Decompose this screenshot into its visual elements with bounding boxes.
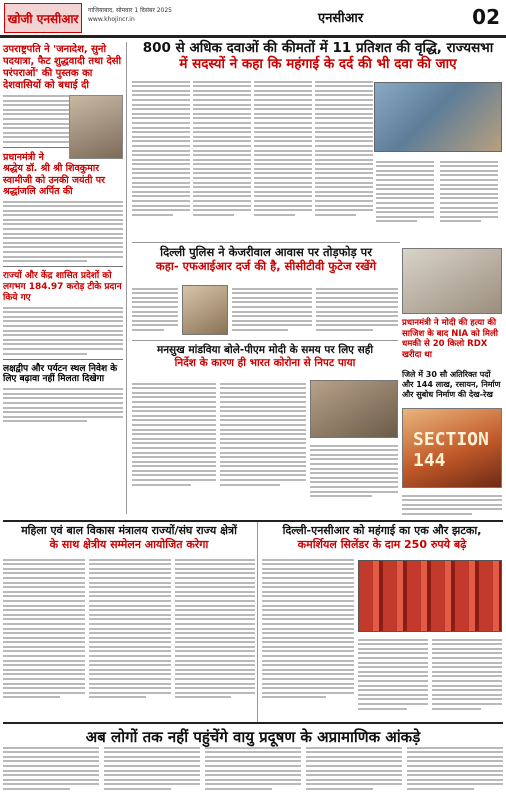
bottom-band-rule <box>3 520 503 522</box>
pm-photo <box>402 248 502 314</box>
vice-president-photo <box>69 95 123 159</box>
column-divider <box>257 522 258 722</box>
newspaper-logo <box>4 3 82 33</box>
story3-body <box>220 380 306 488</box>
issue-date: गाजियाबाद, सोमवार 1 दिसंबर 2025 <box>88 7 172 14</box>
story2-body <box>316 285 398 334</box>
ministry-story-body <box>175 556 255 701</box>
story2-body <box>132 285 178 334</box>
bottom-story-body <box>3 744 503 796</box>
bottom-story-headline: अब लोगों तक नहीं पहुंचेंगे वायु प्रदूषण के अप्रामाणिक आंकड़े <box>3 722 503 747</box>
left-news-column <box>3 42 127 514</box>
page-number: 02 <box>472 5 500 29</box>
story2-body <box>232 285 312 334</box>
top-headline-line-2: में सदस्यों ने कहा कि महंगाई के दर्द की भी दवा की जाए <box>179 56 457 73</box>
cylinder-headline-line-2: कमर्शियल सिलेंडर के दाम 250 रुपये बढ़े <box>297 538 467 551</box>
masthead <box>0 0 506 38</box>
ministry-story-body <box>89 556 171 701</box>
story3-headline-line-1: मनसुख मांडविया बोले-पीएम मोदी के समय पर लिए सही <box>156 344 374 356</box>
story3-body <box>132 380 216 488</box>
left-headline-2: प्रधानमंत्री ने श्रद्धेय डॉ. श्री श्री शिवकुमार स्वामीजी को उनकी जयंती पर श्रद्धांजलि अर्पित की <box>3 151 106 198</box>
cylinder-story-body <box>432 636 502 712</box>
story3-body <box>310 442 398 500</box>
story3-headline <box>132 340 398 369</box>
ministry-headline-line-2: के साथ क्षेत्रीय सम्मेलन आयोजित करेगा <box>49 538 209 551</box>
section-144-photo <box>402 408 502 488</box>
story3-headline-line-2: निर्देश के कारण ही भारत कोरोना से निपट पाया <box>174 356 356 369</box>
mandaviya-photo <box>310 380 398 438</box>
logo-text: खोजी एनसीआर <box>7 11 79 26</box>
right-side-headline: प्रधानमंत्री ने मोदी की हत्या की साजिश के बाद NIA को मिली धमकी से 20 किलो RDX खरीदा था <box>402 318 498 360</box>
cylinder-headline-line-1: दिल्ली-एनसीआर को महंगाई का एक और झटका, <box>282 524 482 537</box>
ministry-story-body <box>3 556 85 701</box>
left-headline-3: राज्यों और केंद्र शासित प्रदेशों को लगभग 184.97 करोड़ टीके प्रदान किये गए <box>3 271 122 303</box>
top-story-headline <box>132 40 504 72</box>
cylinder-story-body <box>262 556 354 701</box>
article-body <box>3 388 123 422</box>
website: www.khojincr.in <box>88 16 135 23</box>
story2-headline-line-1: दिल्ली पुलिस ने केजरीवाल आवास पर तोड़फोड़ पर <box>160 245 372 259</box>
section-title: एनसीआर <box>318 11 364 26</box>
right-side-body <box>402 492 502 518</box>
section-144-sign-text: SECTION 144 <box>413 429 489 471</box>
lpg-cylinders-photo <box>358 560 502 632</box>
top-story-body <box>132 78 504 248</box>
right-side-headline-2: जिले में 30 सौ अतिरिक्त पदों और 144 लाख, रसायन, निर्माण और सुबोध निर्माण की देख-रेख <box>402 370 501 399</box>
top-headline-line-1: 800 से अधिक दवाओं की कीमतों में 11 प्रतिशत की वृद्धि, राज्यसभा <box>142 40 494 56</box>
story2-headline-line-2: कहा- एफआईआर दर्ज की है, सीसीटीवी फुटेज रखेंगे <box>155 258 377 273</box>
article-body <box>3 201 123 263</box>
left-headline-4: लक्षद्वीप और पर्यटन स्थल निवेश के लिए बढ़ावा नहीं मिलता दिखेगा <box>3 363 118 385</box>
masthead-meta <box>88 6 288 24</box>
kejriwal-photo <box>182 285 228 335</box>
ministry-headline-line-1: महिला एवं बाल विकास मंत्रालय राज्यों/संघ राज्य क्षेत्रों <box>21 524 237 537</box>
story2-headline <box>132 242 400 274</box>
left-headline-1: उपराष्ट्रपति ने 'जनादेश, सुनो पदयात्रा, फैट शुद्धवादी तथा देसी परंपराओं' की पुस्तक का देशवासियों को बधाई दी <box>3 44 122 91</box>
article-body <box>3 307 123 355</box>
rajya-sabha-photo <box>374 82 502 152</box>
cylinder-story-body <box>358 636 428 712</box>
